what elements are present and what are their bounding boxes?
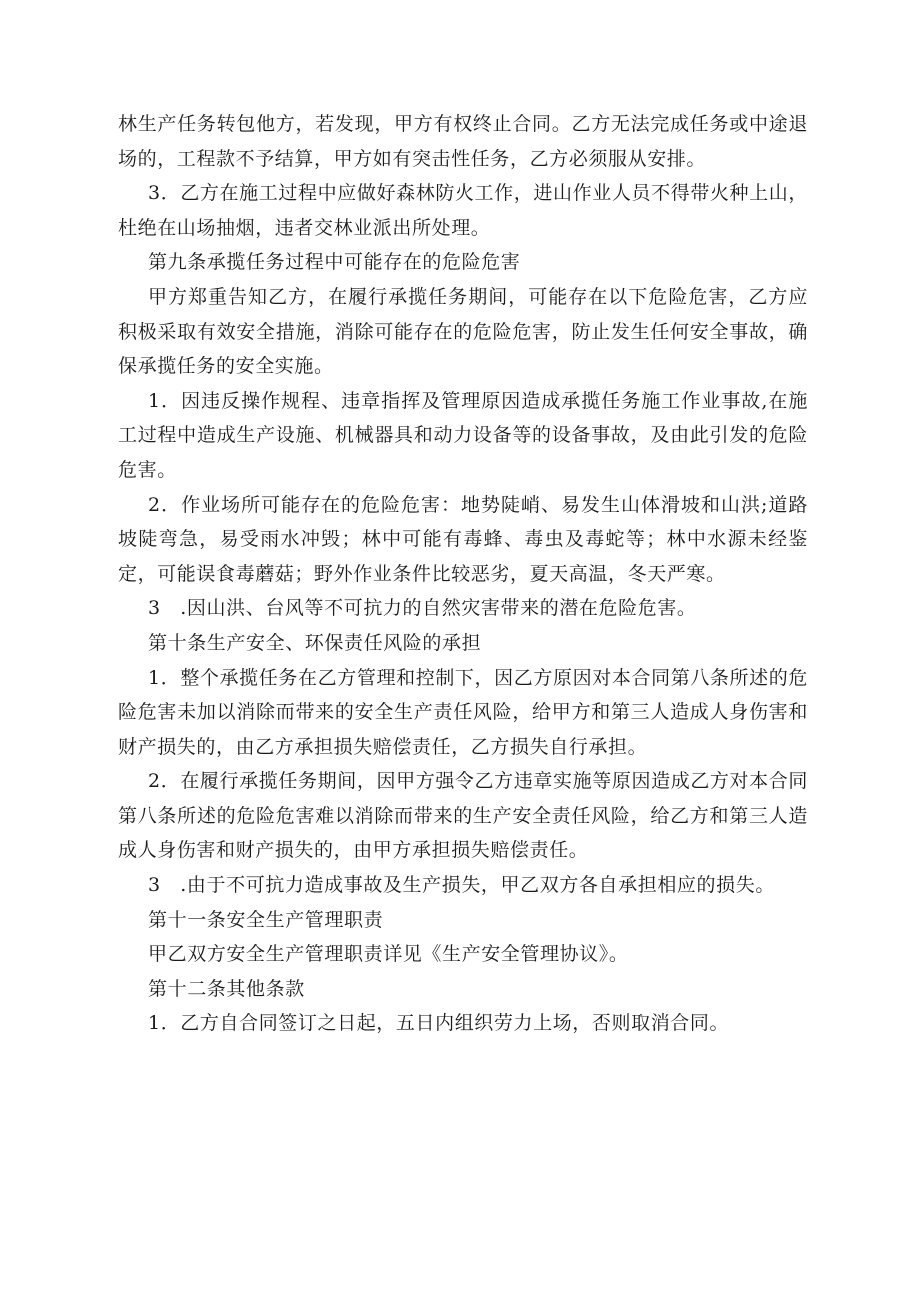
article-10-item-2: 2．在履行承揽任务期间，因甲方强令乙方违章实施等原因造成乙方对本合同第八条所述的危险危害难以消除而带来的生产安全责任风险，给乙方和第三人造成人身伤害和财产损失的，由甲方承担损失赔偿责任。 <box>118 770 808 862</box>
article-9-item-1: 1．因违反操作规程、违章指挥及管理原因造成承揽任务施工作业事故,在施工过程中造成生产设施、机械器具和动力设备等的设备事故，及由此引发的危险危害。 <box>118 389 808 481</box>
document-body <box>118 107 808 1041</box>
article-9-item-3: 3 .因山洪、台风等不可抗力的自然灾害带来的潜在危险危害。 <box>148 597 697 620</box>
article-12-item-1: 1．乙方自合同签订之日起，五日内组织劳力上场，否则取消合同。 <box>148 1012 730 1035</box>
article-11-heading: 第十一条安全生产管理职责 <box>148 908 384 931</box>
article-9-heading: 第九条承揽任务过程中可能存在的危险危害 <box>148 251 521 274</box>
article-11-body: 甲乙双方安全生产管理职责详见《生产安全管理协议》。 <box>148 943 629 966</box>
clause-item-fire-prevention: 3．乙方在施工过程中应做好森林防火工作，进山作业人员不得带火种上山，杜绝在山场抽烟，违者交林业派出所处理。 <box>118 182 808 239</box>
paragraph-continuation: 林生产任务转包他方，若发现，甲方有权终止合同。乙方无法完成任务或中途退场的，工程款不予结算，甲方如有突击性任务，乙方必须服从安排。 <box>118 113 808 170</box>
article-12-heading: 第十二条其他条款 <box>148 977 305 1000</box>
article-10-item-1: 1．整个承揽任务在乙方管理和控制下，因乙方原因对本合同第八条所述的危险危害未加以消除而带来的安全生产责任风险，给甲方和第三人造成人身伤害和财产损失的，由乙方承担损失赔偿责任，乙方损失自行承担。 <box>118 666 808 758</box>
article-9-item-2: 2．作业场所可能存在的危险危害：地势陡峭、易发生山体滑坡和山洪;道路坡陡弯急，易受雨水冲毁；林中可能有毒蜂、毒虫及毒蛇等；林中水源未经鉴定，可能误食毒蘑菇；野外作业条件比较恶劣，夏天高温，冬天严寒。 <box>118 493 808 585</box>
article-9-intro: 甲方郑重告知乙方，在履行承揽任务期间，可能存在以下危险危害，乙方应积极采取有效安全措施，消除可能存在的危险危害，防止发生任何安全事故，确保承揽任务的安全实施。 <box>118 285 808 378</box>
article-10-item-3: 3 .由于不可抗力造成事故及生产损失，甲乙双方各自承担相应的损失。 <box>148 874 775 897</box>
article-10-heading: 第十条生产安全、环保责任风险的承担 <box>148 631 482 654</box>
